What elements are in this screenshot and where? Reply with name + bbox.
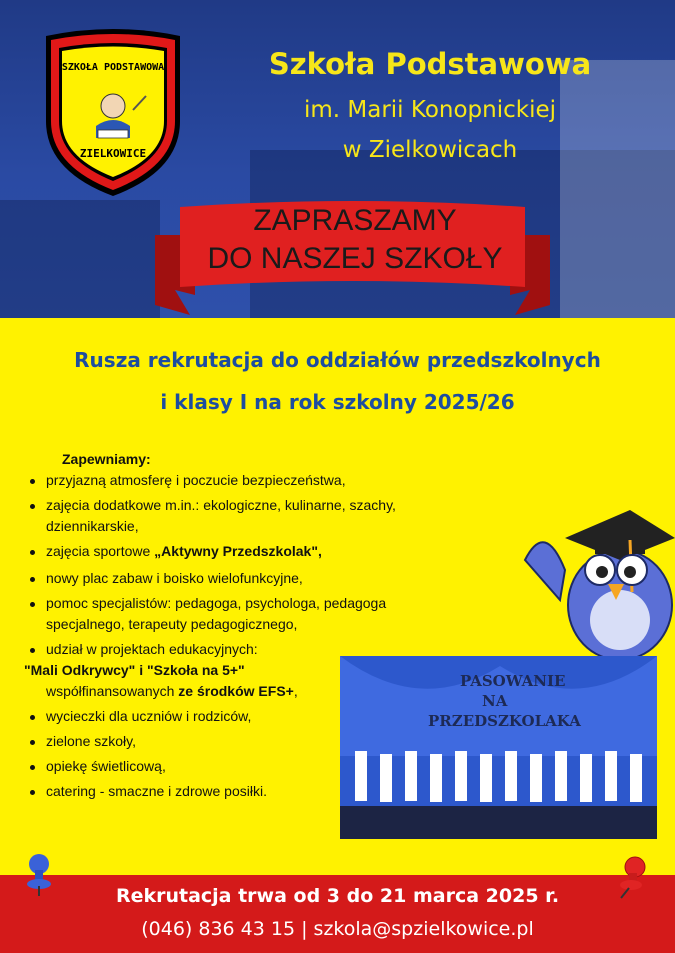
bullet-icon <box>30 550 35 555</box>
list-item-text: udział w projektach edukacyjnych: <box>46 641 258 657</box>
list-item <box>20 593 440 635</box>
bullet-icon <box>30 479 35 484</box>
headline-line-2: i klasy I na rok szkolny 2025/26 <box>160 390 515 414</box>
ribbon-line-2: DO NASZEJ SZKOŁY <box>207 242 503 275</box>
list-item-text: pomoc specjalistów: pedagoga, psychologa, pedagoga specjalnego, terapeuty pedagogicznego, <box>46 595 387 632</box>
list-item-text: opiekę świetlicową, <box>46 758 166 774</box>
school-patron: im. Marii Konopnickiej <box>303 97 557 123</box>
photo-banner-line-1: PASOWANIE <box>460 672 566 690</box>
contact-info: (046) 836 43 15 | szkola@spzielkowice.pl <box>141 918 534 940</box>
funding-text: współfinansowanych <box>46 683 179 699</box>
photo-banner-line-3: PRZEDSZKOLAKA <box>428 712 581 730</box>
kindergarten-photo <box>340 656 657 839</box>
list-item <box>20 495 440 537</box>
bullet-icon <box>30 765 35 770</box>
list-item-text: zajęcia dodatkowe m.in.: ekologiczne, kulinarne, szachy, dziennikarskie, <box>46 497 396 534</box>
list-item <box>20 568 440 589</box>
list-item-text: zielone szkoły, <box>46 733 137 749</box>
logo-top-text: SZKOŁA PODSTAWOWA <box>61 62 165 73</box>
projects-names: "Mali Odkrywcy" i "Szkoła na 5+" <box>24 662 245 678</box>
offer-heading: Zapewniamy: <box>62 451 151 467</box>
list-item-text: catering - smaczne i zdrowe posiłki. <box>46 783 267 799</box>
recruitment-dates: Rekrutacja trwa od 3 do 21 marca 2025 r. <box>115 885 560 907</box>
list-item <box>20 541 440 562</box>
logo-bottom-text: ZIELKOWICE <box>79 147 147 160</box>
building-silhouette-left <box>0 200 160 318</box>
list-item-bold: „Aktywny Przedszkolak", <box>154 543 322 559</box>
headline-line-1: Rusza rekrutacja do oddziałów przedszkolnych <box>74 348 601 372</box>
list-item-text: nowy plac zabaw i boisko wielofunkcyjne, <box>46 570 303 586</box>
bullet-icon <box>30 715 35 720</box>
bullet-icon <box>30 577 35 582</box>
photo-banner-line-2: NA <box>482 692 508 710</box>
bullet-icon <box>30 602 35 607</box>
bullet-icon <box>30 504 35 509</box>
bullet-icon <box>30 648 35 653</box>
school-location: w Zielkowicach <box>342 137 518 163</box>
list-item <box>20 470 440 491</box>
bullet-icon <box>30 740 35 745</box>
funding-punct: , <box>293 683 298 699</box>
ribbon-line-1: ZAPRASZAMY <box>253 204 457 237</box>
list-item-text: przyjazną atmosferę i poczucie bezpieczeństwa, <box>46 472 346 488</box>
owl-mascot-icon <box>520 500 675 660</box>
funding-bold: ze środków EFS+ <box>178 683 294 699</box>
school-logo <box>38 26 188 198</box>
list-item-text: zajęcia sportowe <box>46 543 155 559</box>
list-item-text: wycieczki dla uczniów i rodziców, <box>46 708 252 724</box>
school-name: Szkoła Podstawowa <box>268 47 592 81</box>
bullet-icon <box>30 790 35 795</box>
